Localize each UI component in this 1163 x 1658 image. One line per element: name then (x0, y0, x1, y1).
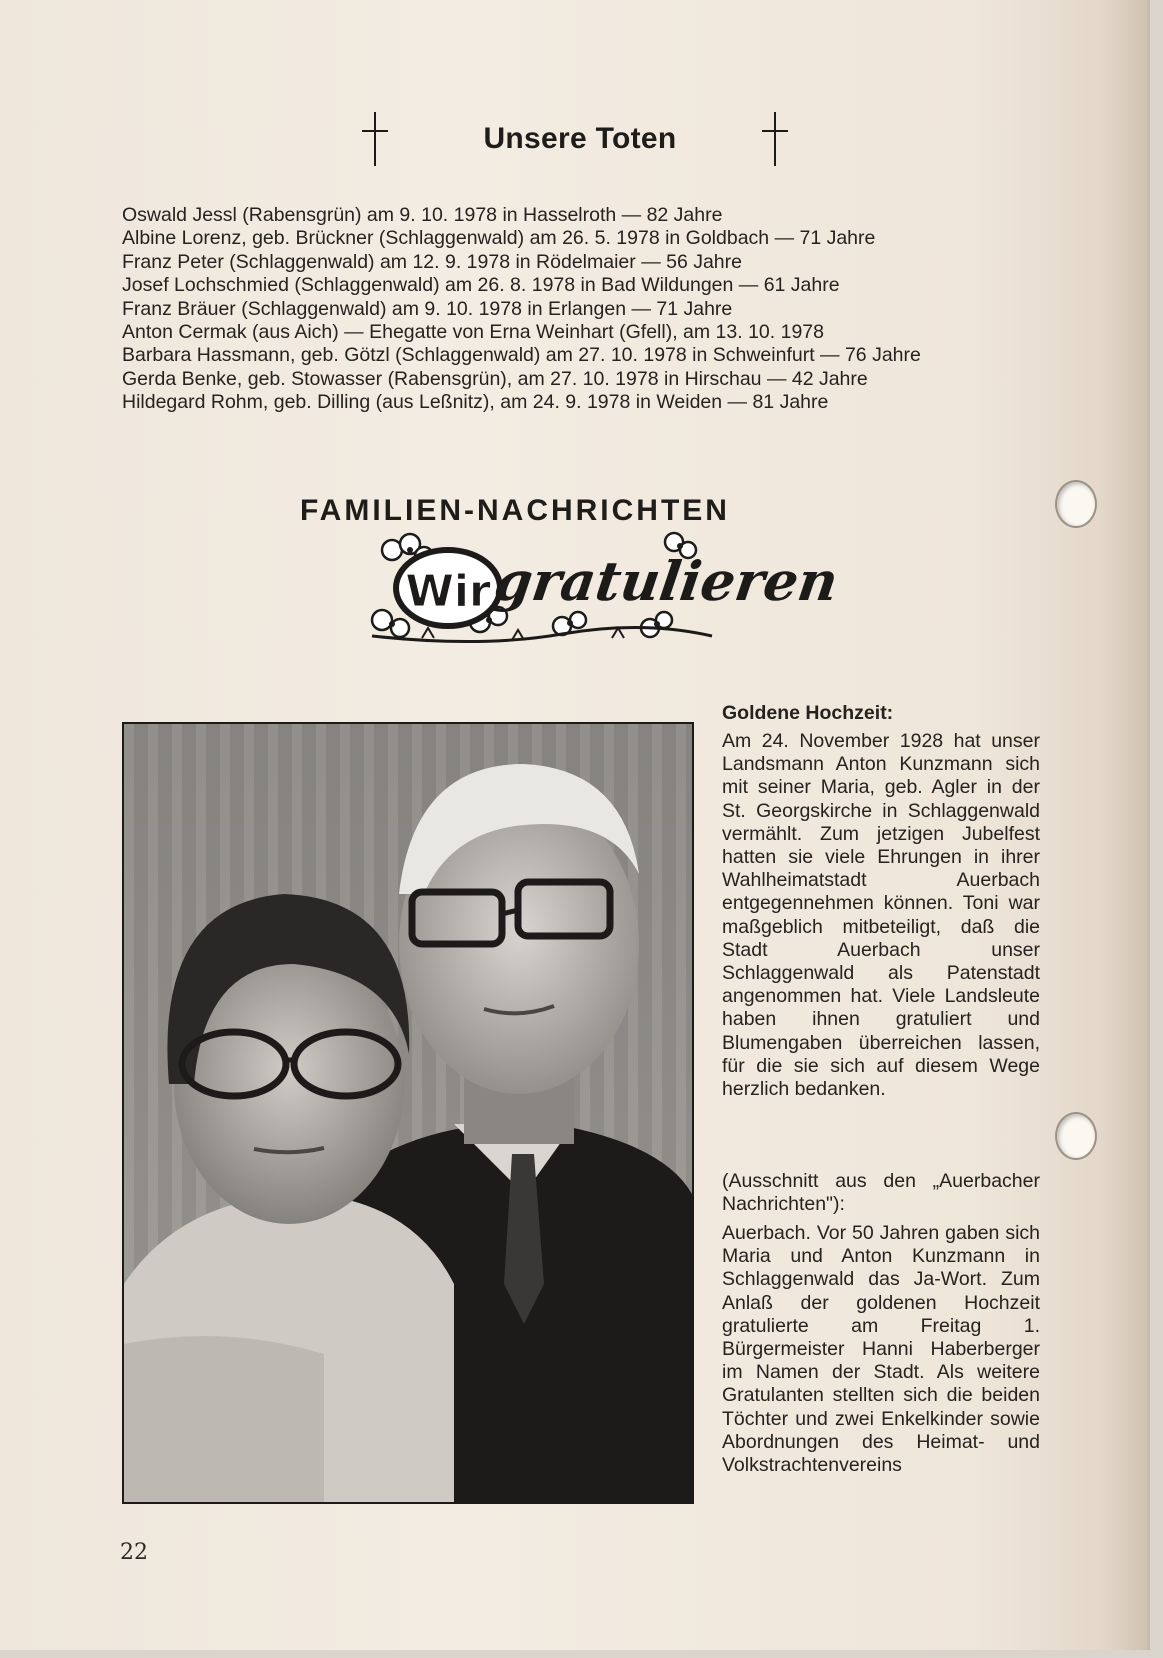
golden-wedding-text (722, 730, 1040, 1101)
obituary-entry: Josef Lochschmied (Schlaggenwald) am 26. 8. 1978 in Bad Wildungen — 61 Jahre (122, 274, 840, 297)
obituary-entry: Albine Lorenz, geb. Brückner (Schlaggenwald) am 26. 5. 1978 in Goldbach — 71 Jahre (122, 227, 876, 250)
obituary-list (122, 204, 1052, 415)
punch-hole (1055, 480, 1097, 528)
golden-wedding-heading: Goldene Hochzeit: (722, 702, 894, 724)
excerpt-heading: (Ausschnitt aus den „Auerbacher Nachrichten"): (722, 1170, 1040, 1216)
obituary-entry: Anton Cermak (aus Aich) — Ehegatte von Erna Weinhart (Gfell), am 13. 10. 1978 (122, 321, 824, 344)
obituary-entry: Franz Bräuer (Schlaggenwald) am 9. 10. 1978 in Erlangen — 71 Jahre (122, 297, 733, 320)
excerpt-body: Auerbach. Vor 50 Jahren gaben sich Maria und Anton Kunzmann in Schlaggenwald das Ja-Wort. Zum Anlaß der goldenen Hochzeit gratulierte am Freitag 1. Bürgermeister Hanni Haberberger im Namen der Stadt. Als weitere Gratulanten stellten sich die beiden Töchter und zwei Enkelkinder sowie Abordnungen des Heimat- und Volkstrachtenvereins (722, 1222, 1040, 1477)
cross-icon (760, 112, 790, 166)
svg-text:gratulieren: gratulieren (490, 549, 843, 613)
page-number: 22 (120, 1540, 148, 1565)
punch-hole (1055, 1112, 1097, 1160)
obituary-entry: Gerda Benke, geb. Stowasser (Rabensgrün), am 27. 10. 1978 in Hirschau — 42 Jahre (122, 367, 868, 390)
obituary-title: Unsere Toten (483, 122, 677, 155)
obituary-entry: Franz Peter (Schlaggenwald) am 12. 9. 1978 in Rödelmaier — 56 Jahre (122, 250, 742, 273)
couple-photo (122, 722, 694, 1504)
svg-text:Wir: Wir (405, 566, 491, 617)
obituary-entry: Hildegard Rohm, geb. Dilling (aus Leßnitz), am 24. 9. 1978 in Weiden — 81 Jahre (122, 391, 829, 414)
golden-wedding-body: Am 24. November 1928 hat unser Landsmann Anton Kunzmann sich mit seiner Maria, geb. Agler in der St. Georgskirche in Schlaggenwald vermählt. Zum jetzigen Jubelfest hatten sie viele Ehrungen in ihrer Wahlheimatstadt Auerbach entgegennehmen können. Toni war maßgeblich mitbeteiligt, daß die Stadt Auerbach unser Schlaggenwald als Patenstadt angenommen hat. Viele Landsleute haben ihnen gratuliert und Blumengaben überreichen lassen, für die sie sich auf diesem Wege herzlich bedanken. (722, 730, 1040, 1101)
wir-gratulieren-logo (362, 530, 843, 648)
excerpt-text (722, 1222, 1040, 1477)
obituary-header (360, 112, 800, 172)
obituary-entry: Barbara Hassmann, geb. Götzl (Schlaggenwald) am 27. 10. 1978 in Schweinfurt — 76 Jahre (122, 344, 921, 367)
family-news-title: FAMILIEN-NACHRICHTEN (300, 494, 730, 527)
obituary-entry: Oswald Jessl (Rabensgrün) am 9. 10. 1978 in Hasselroth — 82 Jahre (122, 204, 723, 226)
